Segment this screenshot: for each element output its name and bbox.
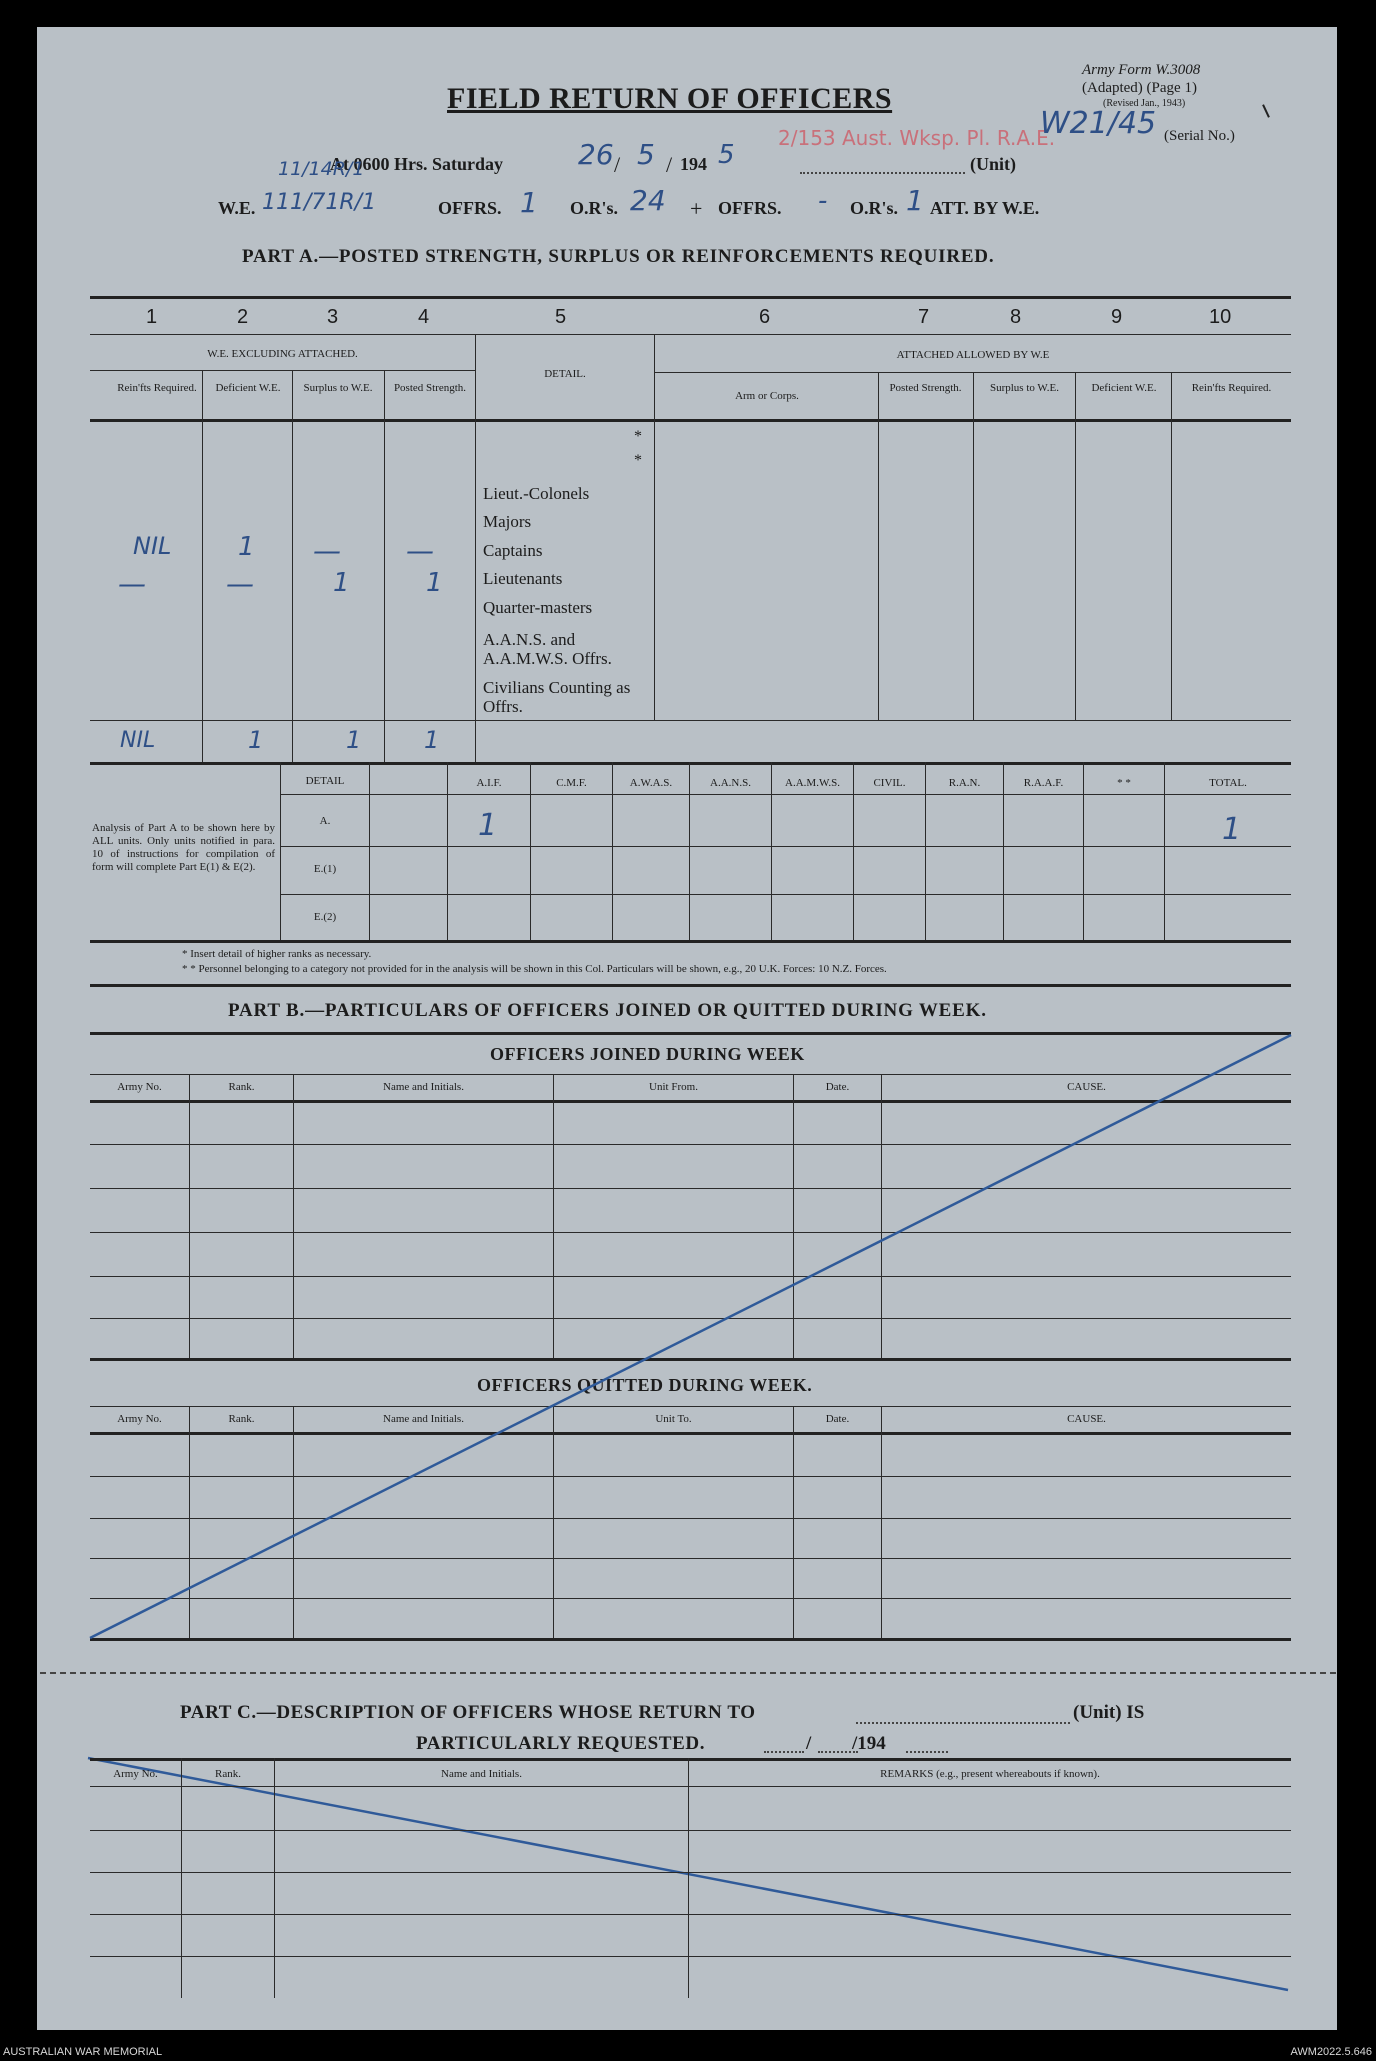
joined-header: CAUSE. bbox=[1067, 1081, 1106, 1093]
ors-value: 24 bbox=[630, 184, 666, 217]
attached-header: ATTACHED ALLOWED BY W.E bbox=[896, 349, 1050, 361]
analysis-header: CIVIL. bbox=[873, 777, 906, 789]
plus-sign: + bbox=[690, 196, 703, 221]
ors2-value: 1 bbox=[906, 184, 924, 217]
unit-label: (Unit) bbox=[970, 154, 1016, 174]
page-title: FIELD RETURN OF OFFICERS bbox=[447, 82, 893, 115]
total-value: NIL bbox=[120, 728, 156, 753]
subheader: Arm or Corps. bbox=[735, 390, 799, 402]
form-id-line3: (Revised Jan., 1943) bbox=[1103, 98, 1186, 109]
col-number: 5 bbox=[555, 306, 567, 328]
part-a-title: PART A.—POSTED STRENGTH, SURPLUS OR REINFORCEMENTS REQUIRED. bbox=[242, 246, 995, 267]
analysis-row-label: A. bbox=[319, 815, 331, 827]
analysis-header: A.I.F. bbox=[476, 777, 502, 789]
unit-stamp: 2/153 Aust. Wksp. Pl. R.A.E. bbox=[778, 126, 1056, 150]
col-number: 10 bbox=[1209, 306, 1232, 328]
analysis-row-label: E.(2) bbox=[313, 911, 337, 923]
att-label: ATT. BY W.E. bbox=[930, 198, 1040, 218]
analysis-note: Analysis of Part A to be shown here by ALL units. Only units notified in para. 10 of instructions for compilation of form will complete Part E(1) & E(2). bbox=[92, 822, 275, 873]
at-label: At 0600 Hrs. Saturday bbox=[330, 154, 504, 174]
rank-label: Lieut.-Colonels bbox=[483, 484, 590, 503]
aif-value: 1 bbox=[478, 808, 498, 843]
analysis-header: DETAIL bbox=[305, 775, 345, 787]
we-above-value: 11/14R/1 bbox=[278, 158, 365, 180]
part-c-header: Army No. bbox=[113, 1768, 158, 1780]
part-c-title: PART C.—DESCRIPTION OF OFFICERS WHOSE RETURN TO bbox=[180, 1702, 756, 1723]
quitted-header: Date. bbox=[825, 1413, 850, 1425]
year-printed: 194 bbox=[680, 154, 707, 174]
col-number: 2 bbox=[237, 306, 249, 328]
footnote-2: * * Personnel belonging to a category not provided for in the analysis will be shown in this Col. Particulars will be shown, e.g., 20 U.K. Forces: 10 N.Z. Forces. bbox=[182, 963, 887, 975]
col-number: 7 bbox=[918, 306, 930, 328]
total-a-value: 1 bbox=[1222, 812, 1242, 847]
footer-left: AUSTRALIAN WAR MEMORIAL bbox=[3, 2046, 163, 2058]
subheader: Posted Strength. bbox=[393, 382, 467, 394]
subheader: Rein'fts Required. bbox=[1191, 382, 1272, 394]
year-handwritten: 5 bbox=[718, 140, 735, 170]
serial-number: W21/45 bbox=[1040, 106, 1157, 141]
tear-line bbox=[40, 1672, 1336, 1674]
quitted-header: Army No. bbox=[117, 1413, 162, 1425]
part-c-header: Rank. bbox=[215, 1768, 241, 1780]
analysis-header: R.A.A.F. bbox=[1023, 777, 1064, 789]
analysis-header: A.A.M.W.S. bbox=[785, 777, 840, 789]
quitted-header: Name and Initials. bbox=[383, 1413, 464, 1425]
ors-label: O.R's. bbox=[570, 198, 619, 218]
analysis-row-label: E.(1) bbox=[313, 863, 337, 875]
subheader: Deficient W.E. bbox=[1091, 382, 1157, 394]
star-mark: * bbox=[634, 428, 642, 445]
form-id-line1: Army Form W.3008 bbox=[1082, 62, 1201, 78]
total-value: 1 bbox=[424, 726, 440, 754]
col-number: 9 bbox=[1111, 306, 1123, 328]
serial-label: (Serial No.) bbox=[1164, 128, 1235, 144]
analysis-header: A.W.A.S. bbox=[629, 777, 673, 789]
ors2-label: O.R's. bbox=[850, 198, 899, 218]
col-number: 8 bbox=[1010, 306, 1022, 328]
col-number: 3 bbox=[327, 306, 339, 328]
part-c-unit-label: (Unit) IS bbox=[1073, 1702, 1145, 1723]
rank-label: A.A.N.S. and A.A.M.W.S. Offrs. bbox=[483, 630, 612, 668]
analysis-header: C.M.F. bbox=[556, 777, 587, 789]
rank-label: Quarter-masters bbox=[483, 598, 593, 617]
offrs-value: 1 bbox=[520, 186, 538, 219]
footnote-1: * Insert detail of higher ranks as necessary. bbox=[182, 948, 372, 960]
total-value: 1 bbox=[248, 726, 264, 754]
col-number: 1 bbox=[146, 306, 158, 328]
rank-label: Civilians Counting as Offrs. bbox=[483, 678, 631, 716]
hw-value: — bbox=[118, 567, 146, 600]
quitted-header: Unit To. bbox=[655, 1413, 692, 1425]
joined-header: Army No. bbox=[117, 1081, 162, 1093]
analysis-header: * * bbox=[1117, 777, 1131, 789]
part-c-header: Name and Initials. bbox=[441, 1768, 522, 1780]
analysis-header: A.A.N.S. bbox=[710, 777, 751, 789]
hw-value: 1 bbox=[333, 568, 350, 598]
footer-right: AWM2022.5.646 bbox=[1290, 2046, 1372, 2058]
joined-header: Rank. bbox=[228, 1081, 255, 1093]
subheader: Surplus to W.E. bbox=[989, 382, 1060, 394]
offrs2-value: - bbox=[818, 186, 828, 216]
hw-value: NIL bbox=[133, 532, 172, 560]
part-c-slash: / bbox=[806, 1733, 812, 1754]
quitted-header: Rank. bbox=[228, 1413, 255, 1425]
we-label: W.E. bbox=[218, 198, 256, 218]
part-c-year: /194 bbox=[852, 1733, 886, 1754]
hw-value: — bbox=[406, 534, 434, 567]
part-b-title: PART B.—PARTICULARS OF OFFICERS JOINED OR QUITTED DURING WEEK. bbox=[228, 1000, 987, 1021]
day-value: 26 bbox=[578, 138, 614, 171]
subheader: Rein'fts Required. bbox=[117, 382, 197, 394]
star-mark: * bbox=[634, 452, 642, 469]
hw-value: 1 bbox=[426, 568, 443, 598]
offrs2-label: OFFRS. bbox=[718, 198, 782, 218]
joined-title: OFFICERS JOINED DURING WEEK bbox=[490, 1044, 805, 1064]
subheader: Posted Strength. bbox=[889, 382, 962, 394]
hw-value: — bbox=[313, 534, 341, 567]
detail-header: DETAIL. bbox=[544, 368, 586, 380]
rank-label: Lieutenants bbox=[483, 569, 563, 588]
we-excluding-header: W.E. EXCLUDING ATTACHED. bbox=[207, 348, 358, 360]
subheader: Deficient W.E. bbox=[215, 382, 281, 394]
total-value: 1 bbox=[346, 726, 362, 754]
we-value: 111/71R/1 bbox=[262, 190, 377, 215]
part-c-header: REMARKS (e.g., present whereabouts if known). bbox=[880, 1768, 1100, 1780]
col-number: 6 bbox=[759, 306, 771, 328]
part-c-requested: PARTICULARLY REQUESTED. bbox=[416, 1733, 706, 1754]
hw-value: — bbox=[226, 567, 254, 600]
analysis-header: R.A.N. bbox=[948, 777, 981, 789]
quitted-title: OFFICERS QUITTED DURING WEEK. bbox=[477, 1375, 813, 1395]
quitted-header: CAUSE. bbox=[1067, 1413, 1106, 1425]
rank-label: Captains bbox=[483, 541, 543, 560]
form-id-line2: (Adapted) (Page 1) bbox=[1082, 80, 1197, 96]
subheader: Surplus to W.E. bbox=[303, 382, 373, 394]
col-number: 4 bbox=[418, 306, 430, 328]
joined-header: Name and Initials. bbox=[383, 1081, 464, 1093]
joined-header: Date. bbox=[825, 1081, 850, 1093]
joined-header: Unit From. bbox=[649, 1081, 698, 1093]
analysis-header: TOTAL. bbox=[1209, 777, 1247, 789]
month-value: 5 bbox=[637, 138, 655, 171]
offrs-label: OFFRS. bbox=[438, 198, 502, 218]
hw-value: 1 bbox=[238, 532, 255, 562]
rank-label: Majors bbox=[483, 512, 532, 531]
